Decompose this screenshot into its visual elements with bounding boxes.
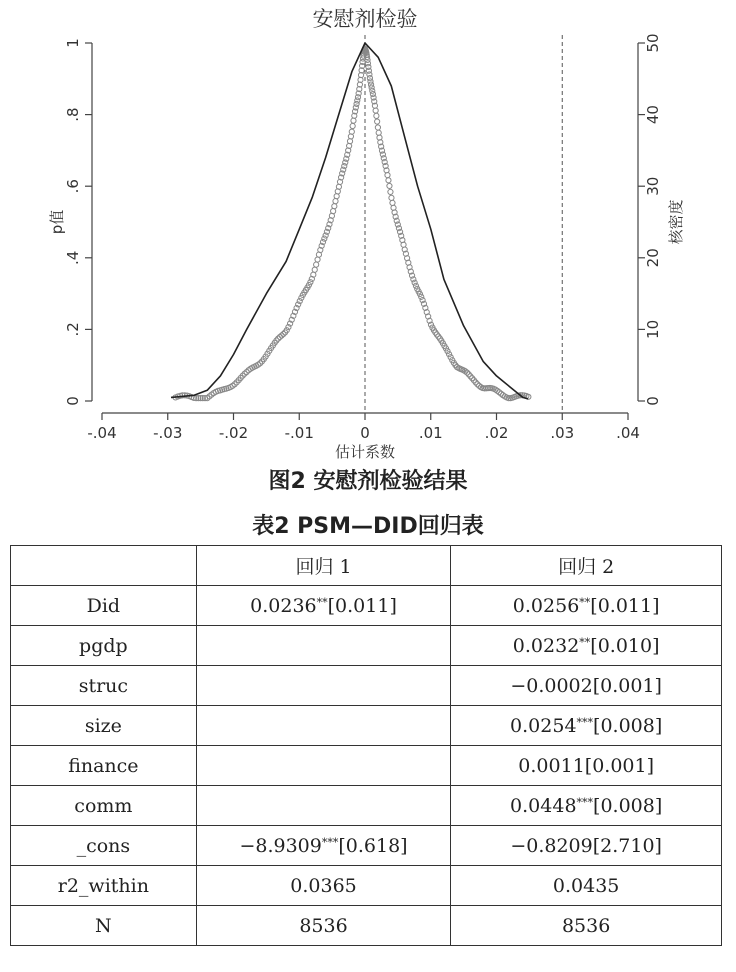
x-tick-label: .02 — [484, 424, 509, 442]
coef-cell — [451, 786, 722, 826]
significance-stars: *** — [576, 715, 594, 729]
coef-value: −8.9309 — [239, 834, 322, 857]
coef-value: 8536 — [299, 914, 348, 937]
y-left-tick-label: .4 — [64, 250, 82, 265]
coef-cell — [451, 866, 722, 906]
pvalue-point — [386, 178, 391, 183]
variable-name: size — [11, 706, 197, 746]
coef-cell — [196, 826, 451, 866]
coef-value: 0.0232 — [512, 634, 580, 657]
x-tick-label: .01 — [418, 424, 443, 442]
variable-name: finance — [11, 746, 197, 786]
y-right-tick-label: 30 — [644, 176, 662, 196]
reference-lines — [365, 35, 562, 413]
y-left-tick-label: 0 — [64, 396, 82, 406]
x-tick-label: -.03 — [153, 424, 183, 442]
pvalue-point — [350, 123, 355, 128]
pvalue-point — [390, 200, 395, 205]
coef-cell — [196, 666, 451, 706]
table-row — [11, 626, 722, 666]
std-error: [0.011] — [327, 594, 397, 617]
pvalue-point — [332, 204, 337, 209]
table-header-corner — [11, 546, 197, 586]
significance-stars: ** — [316, 595, 328, 609]
density-curve-line — [171, 43, 528, 399]
y-right-tick-label: 40 — [644, 105, 662, 125]
chart-title: 安慰剂检验 — [312, 7, 418, 31]
coef-value: 8536 — [561, 914, 611, 937]
significance-stars: *** — [321, 835, 339, 849]
pvalue-scatter — [173, 46, 531, 401]
table-header-row — [11, 546, 722, 586]
y-axis-left-label: p值 — [48, 209, 66, 235]
pvalue-point — [322, 236, 327, 241]
x-tick-label: -.04 — [87, 424, 117, 442]
pvalue-point — [376, 130, 381, 135]
y-right-tick-label: 10 — [644, 319, 662, 339]
coef-cell — [451, 626, 722, 666]
variable-name: comm — [11, 786, 197, 826]
std-error: [0.010] — [590, 634, 660, 657]
coef-value: 0.0236 — [250, 594, 317, 617]
coef-cell — [196, 746, 451, 786]
y-right-tick-label: 0 — [644, 396, 662, 406]
y-left-tick-label: .6 — [64, 179, 82, 194]
pvalue-point — [351, 118, 356, 123]
variable-name: Did — [11, 586, 197, 626]
pvalue-point — [314, 262, 319, 267]
pvalue-point — [375, 119, 380, 124]
coef-value: −0.8209 — [510, 834, 593, 857]
table-row — [11, 826, 722, 866]
coef-cell — [196, 906, 451, 946]
pvalue-point — [312, 267, 317, 272]
coef-cell — [196, 706, 451, 746]
significance-stars: ** — [579, 635, 591, 649]
std-error: [0.001] — [592, 674, 662, 697]
variable-name: pgdp — [11, 626, 197, 666]
std-error: [0.618] — [338, 834, 408, 857]
x-tick-label: .03 — [550, 424, 575, 442]
y-right-tick-label: 50 — [644, 33, 662, 53]
figure-caption: 图2 安慰剂检验结果 — [268, 469, 468, 494]
table-row — [11, 906, 722, 946]
table-header-model-2: 回归 2 — [451, 546, 722, 586]
table-header-model-1: 回归 1 — [196, 546, 451, 586]
pvalue-point — [342, 163, 347, 168]
pvalue-point — [315, 257, 320, 262]
std-error: [0.011] — [590, 594, 660, 617]
coef-cell — [196, 866, 451, 906]
pvalue-point — [331, 209, 336, 214]
pvalue-point — [375, 125, 380, 130]
pvalue-point — [412, 280, 417, 285]
pvalue-point — [388, 189, 393, 194]
coef-value: −0.0002 — [510, 674, 593, 697]
std-error: [0.001] — [584, 754, 654, 777]
coef-cell — [196, 586, 451, 626]
table-row — [11, 666, 722, 706]
placebo-test-chart — [0, 0, 736, 462]
coef-cell — [451, 586, 722, 626]
significance-stars: ** — [579, 595, 591, 609]
coef-cell — [196, 626, 451, 666]
std-error: [0.008] — [593, 794, 663, 817]
variable-name: struc — [11, 666, 197, 706]
x-axis-label: 估计系数 — [334, 443, 396, 461]
std-error: [0.008] — [593, 714, 663, 737]
table-row — [11, 706, 722, 746]
coef-value: 0.0448 — [510, 794, 577, 817]
coef-value: 0.0256 — [512, 594, 580, 617]
x-tick-label: .04 — [616, 424, 640, 442]
coef-cell — [451, 746, 722, 786]
coef-cell — [451, 906, 722, 946]
coef-cell — [451, 666, 722, 706]
y-axis-right-label: 核密度 — [667, 199, 685, 245]
y-left-tick-label: .8 — [64, 107, 82, 122]
regression-table — [10, 545, 722, 946]
table-row — [11, 866, 722, 906]
table-row — [11, 746, 722, 786]
table-row — [11, 586, 722, 626]
y-left-tick-label: 1 — [64, 38, 82, 48]
kernel-density — [171, 43, 528, 399]
variable-name: N — [11, 906, 197, 946]
pvalue-point — [387, 183, 392, 188]
pvalue-point — [374, 113, 379, 118]
coef-value: 0.0435 — [552, 874, 620, 897]
x-tick-label: -.02 — [218, 424, 249, 442]
coef-value: 0.0011 — [518, 754, 585, 777]
pvalue-point — [389, 195, 394, 200]
table-caption: 表2 PSM—DID回归表 — [252, 514, 484, 539]
significance-stars: *** — [576, 795, 594, 809]
coef-value: 0.0254 — [510, 714, 577, 737]
y-left-tick-label: .2 — [64, 322, 82, 337]
variable-name: r2_within — [11, 866, 197, 906]
chart-axes — [64, 33, 662, 442]
coef-cell — [196, 786, 451, 826]
coef-cell — [451, 706, 722, 746]
coef-value: 0.0365 — [290, 874, 357, 897]
coef-cell — [451, 826, 722, 866]
x-tick-label: 0 — [360, 424, 370, 442]
x-tick-label: -.01 — [284, 424, 314, 442]
variable-name: _cons — [11, 826, 197, 866]
y-right-tick-label: 20 — [644, 248, 662, 268]
table-row — [11, 786, 722, 826]
std-error: [2.710] — [592, 834, 662, 857]
pvalue-point — [333, 199, 338, 204]
